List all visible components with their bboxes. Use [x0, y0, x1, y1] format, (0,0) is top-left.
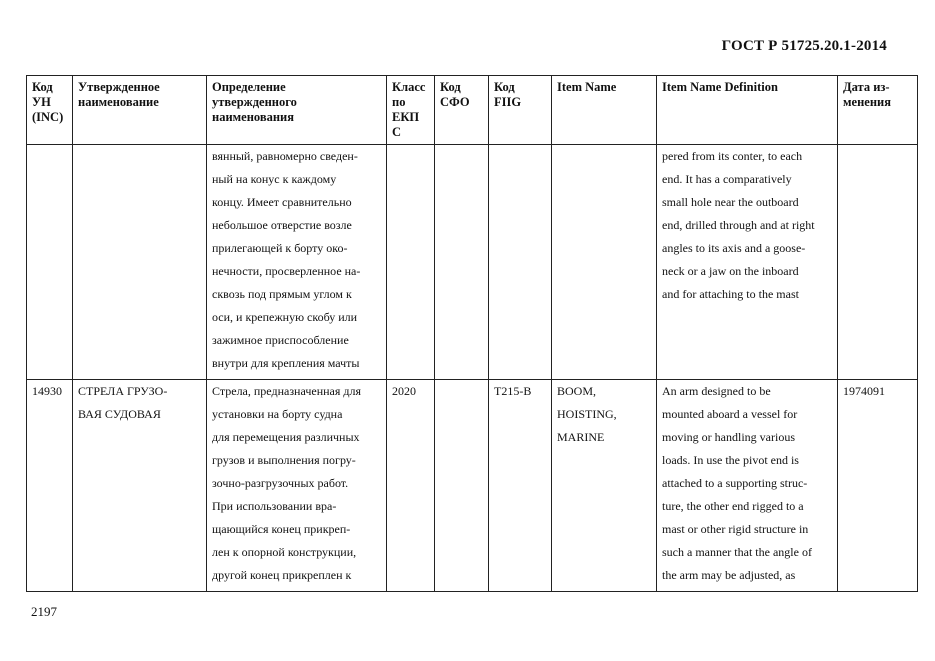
- header-inc: [27, 76, 73, 145]
- text-line: для перемещения различных: [212, 430, 360, 444]
- header-change-date: [838, 76, 918, 145]
- page-number: 2197: [31, 604, 57, 619]
- text-line: С: [392, 125, 402, 139]
- text-line: другой конец прикреплен к: [212, 568, 352, 582]
- text-line: loads. In use the pivot end is: [662, 453, 799, 467]
- text-line: (INC): [32, 110, 64, 124]
- text-line: ture, the other end rigged to a: [662, 499, 804, 513]
- text-line: end. It has a comparatively: [662, 172, 792, 186]
- cell-item-name-definition: [657, 145, 838, 380]
- header-item-name-definition: [657, 76, 838, 145]
- text-line: зажимное приспособление: [212, 333, 349, 347]
- text-line: утвержденного: [212, 95, 297, 109]
- table-header-row: [27, 76, 918, 145]
- text-line: and for attaching to the mast: [662, 287, 799, 301]
- text-line: HOISTING,: [557, 407, 617, 421]
- text-line: сквозь под прямым углом к: [212, 287, 352, 301]
- cell-approved-name: [73, 380, 207, 592]
- text-line: Item Name Definition: [662, 80, 778, 94]
- text-line: внутри для крепления мачты: [212, 356, 360, 370]
- table-row-14930: [27, 380, 918, 592]
- text-line: по: [392, 95, 406, 109]
- cell-change-date: 1974091: [838, 380, 918, 592]
- text-line: Код: [440, 80, 461, 94]
- text-line: Код: [494, 80, 515, 94]
- text-line: прилегающей к борту око-: [212, 241, 348, 255]
- text-line: Утвержденное: [78, 80, 160, 94]
- cell-sfo: [435, 145, 489, 380]
- text-line: the arm may be adjusted, as: [662, 568, 796, 582]
- text-line: moving or handling various: [662, 430, 795, 444]
- text-line: mast or other rigid structure in: [662, 522, 809, 536]
- cell-item-name: [552, 145, 657, 380]
- cell-item-name-definition: [657, 380, 838, 592]
- cell-class: 2020: [387, 380, 435, 592]
- text-line: mounted aboard a vessel for: [662, 407, 798, 421]
- text-line: angles to its axis and a goose-: [662, 241, 806, 255]
- text-line: Дата из-: [843, 80, 890, 94]
- text-line: оси, и крепежную скобу или: [212, 310, 358, 324]
- text-line: MARINE: [557, 430, 605, 444]
- text-line: грузов и выполнения погру-: [212, 453, 356, 467]
- text-line: СФО: [440, 95, 470, 109]
- header-item-name: [552, 76, 657, 145]
- nomenclature-table: [26, 75, 918, 592]
- text-line: pered from its conter, to each: [662, 149, 803, 163]
- text-line: нечности, просверленное на-: [212, 264, 361, 278]
- text-line: Item Name: [557, 80, 617, 94]
- cell-approved-name: [73, 145, 207, 380]
- text-line: При использовании вра-: [212, 499, 337, 513]
- text-line: BOOM,: [557, 384, 597, 398]
- text-line: вянный, равномерно сведен-: [212, 149, 358, 163]
- text-line: лен к опорной конструкции,: [212, 545, 357, 559]
- text-line: концу. Имеет сравнительно: [212, 195, 352, 209]
- text-line: Код: [32, 80, 53, 94]
- header-approved-name: [73, 76, 207, 145]
- text-line: small hole near the outboard: [662, 195, 799, 209]
- cell-fiig: [489, 145, 552, 380]
- text-line: Стрела, предназначенная для: [212, 384, 361, 398]
- text-line: зочно-разгрузочных работ.: [212, 476, 349, 490]
- text-line: щающийся конец прикреп-: [212, 522, 351, 536]
- cell-sfo: [435, 380, 489, 592]
- cell-definition: [207, 145, 387, 380]
- table-row-continuation: [27, 145, 918, 380]
- text-line: установки на борту судна: [212, 407, 343, 421]
- text-line: СТРЕЛА ГРУЗО-: [78, 384, 168, 398]
- text-line: attached to a supporting struc-: [662, 476, 808, 490]
- text-line: Определение: [212, 80, 286, 94]
- header-definition: [207, 76, 387, 145]
- text-line: end, drilled through and at right: [662, 218, 815, 232]
- header-class: [387, 76, 435, 145]
- text-line: ЕКП: [392, 110, 420, 124]
- text-line: наименования: [212, 110, 295, 124]
- cell-fiig: T215-B: [489, 380, 552, 592]
- text-line: ВАЯ СУДОВАЯ: [78, 407, 161, 421]
- text-line: neck or a jaw on the inboard: [662, 264, 799, 278]
- document-standard-number: ГОСТ Р 51725.20.1-2014: [721, 38, 887, 54]
- text-line: FIIG: [494, 95, 522, 109]
- text-line: An arm designed to be: [662, 384, 771, 398]
- text-line: УН: [32, 95, 51, 109]
- text-line: such a manner that the angle of: [662, 545, 812, 559]
- cell-inc: [27, 145, 73, 380]
- header-sfo: [435, 76, 489, 145]
- cell-class: [387, 145, 435, 380]
- cell-item-name: [552, 380, 657, 592]
- cell-definition: [207, 380, 387, 592]
- text-line: Класс: [392, 80, 426, 94]
- text-line: наименование: [78, 95, 159, 109]
- text-line: ный на конус к каждому: [212, 172, 337, 186]
- cell-change-date: [838, 145, 918, 380]
- text-line: менения: [843, 95, 891, 109]
- header-fiig: [489, 76, 552, 145]
- text-line: небольшое отверстие возле: [212, 218, 352, 232]
- cell-inc: 14930: [27, 380, 73, 592]
